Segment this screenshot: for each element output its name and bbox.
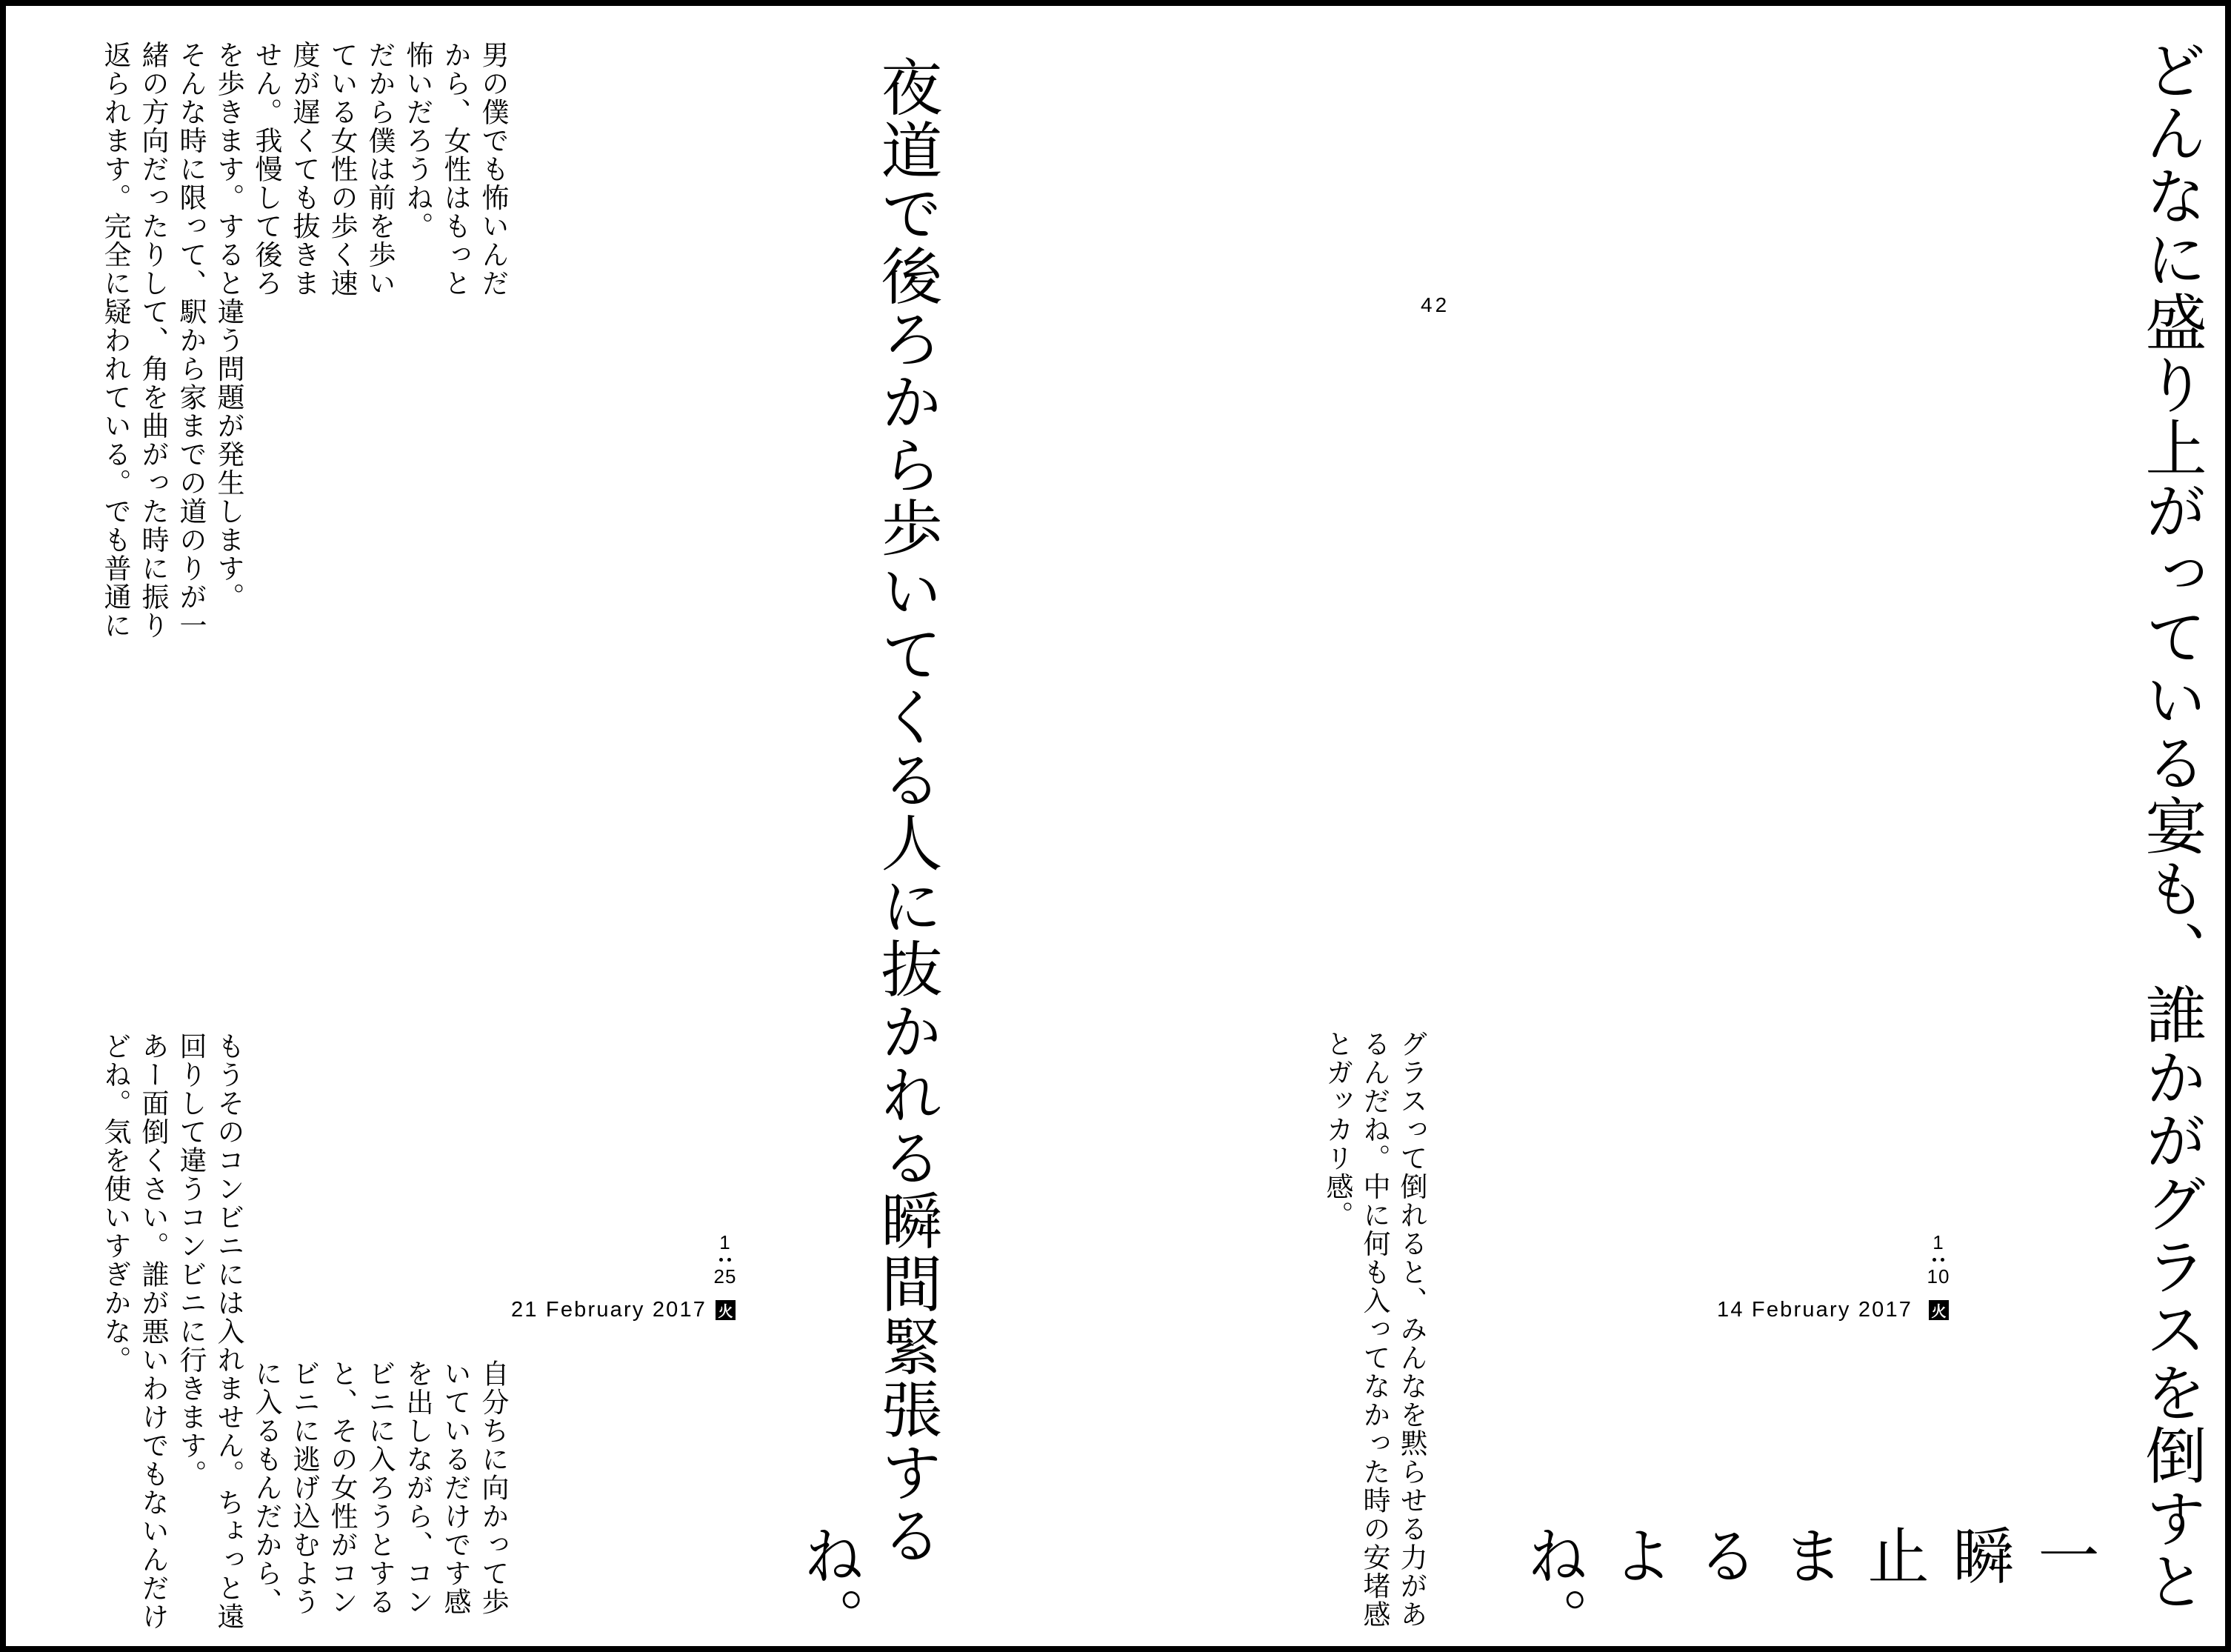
right-headline-tail-char: ま <box>1772 1524 1844 1587</box>
left-body-top-column: 度が遅くても抜きま <box>288 41 320 298</box>
left-body-top-column: そんな時に限って、駅から家までの道のりが一 <box>175 41 207 640</box>
left-body-top-column: 男の僕でも怖いんだ <box>477 41 509 298</box>
left-body-top-column: 緒の方向だったりして、角を曲がった時に振り <box>137 41 169 640</box>
right-headline-tail-char: ね。 <box>1516 1524 1588 1650</box>
right-time-minute: 10 <box>1927 1265 1950 1288</box>
left-body-top-column: ている女性の歩く速 <box>326 41 358 298</box>
left-body-mid-column: いているだけです感 <box>439 1359 471 1616</box>
left-body-mid-column: を出しながら、コン <box>401 1359 433 1616</box>
right-headline-tail-char: 止 <box>1857 1524 1929 1587</box>
left-body-top-column: だから僕は前を歩い <box>364 41 396 298</box>
right-body-column: グラスって倒れると、みんなを黙らせる力があ <box>1395 1030 1427 1629</box>
time-colon-icon <box>719 1256 731 1262</box>
left-body-mid-column: と、その女性がコン <box>326 1359 358 1616</box>
right-body-column: とガッカリ感。 <box>1321 1030 1353 1230</box>
page-number: 42 <box>1421 293 1450 316</box>
right-date-label: 14 February 2017 <box>1717 1298 1913 1322</box>
right-headline-tail-char: 一 <box>2027 1524 2099 1587</box>
left-time-minute: 25 <box>713 1265 737 1288</box>
right-headline-tail-char: よ <box>1601 1524 1673 1587</box>
right-headline-tail-char: る <box>1687 1524 1758 1587</box>
left-body-top-column: 返られます。完全に疑われている。でも普通に <box>99 41 131 640</box>
left-body-bottom-column: あー面倒くさい。誰が悪いわけでもないんだけ <box>137 1032 169 1631</box>
left-date-label: 21 February 2017 <box>511 1298 707 1322</box>
left-body-top-column: 怖いだろうね。 <box>401 41 433 241</box>
left-body-top-column: を歩きます。すると違う問題が発生します。 <box>213 41 244 611</box>
right-body-column: るんだね。中に何も入ってなかった時の安堵感 <box>1358 1030 1390 1629</box>
left-body-mid-column: ビニに入ろうとする <box>364 1359 396 1616</box>
left-time-stack <box>703 1233 747 1286</box>
time-colon-icon <box>1932 1256 1944 1262</box>
right-time-stack <box>1916 1233 1961 1286</box>
left-body-mid-column: に入るもんだから、 <box>250 1359 282 1616</box>
left-headline-column: 夜道で後ろから歩いてくる人に抜かれる瞬間緊張する <box>870 56 942 1567</box>
left-body-top-column: から、女性はもっと <box>439 41 471 298</box>
left-body-bottom-column: もうそのコンビニには入れません。ちょっと遠 <box>213 1032 244 1631</box>
left-body-top-column: せん。我慢して後ろ <box>250 41 282 298</box>
right-headline-column: どんなに盛り上がっている宴も、誰かがグラスを倒すと <box>2135 39 2207 1613</box>
left-headline-tail-char: ね。 <box>793 1524 864 1650</box>
left-time-hour: 1 <box>719 1231 731 1253</box>
left-body-mid-column: ビニに逃げ込むよう <box>288 1359 320 1616</box>
left-body-bottom-column: 回りして違うコンビニに行きます。 <box>175 1032 207 1488</box>
left-body-mid-column: 自分ちに向かって歩 <box>477 1359 509 1616</box>
right-weekday-badge: 火 <box>1929 1300 1949 1320</box>
right-headline-tail-char: 瞬 <box>1942 1524 2014 1587</box>
left-body-bottom-column: どね。気を使いすぎかな。 <box>99 1032 131 1374</box>
right-time-hour: 1 <box>1932 1231 1944 1253</box>
left-weekday-badge: 火 <box>716 1300 736 1320</box>
